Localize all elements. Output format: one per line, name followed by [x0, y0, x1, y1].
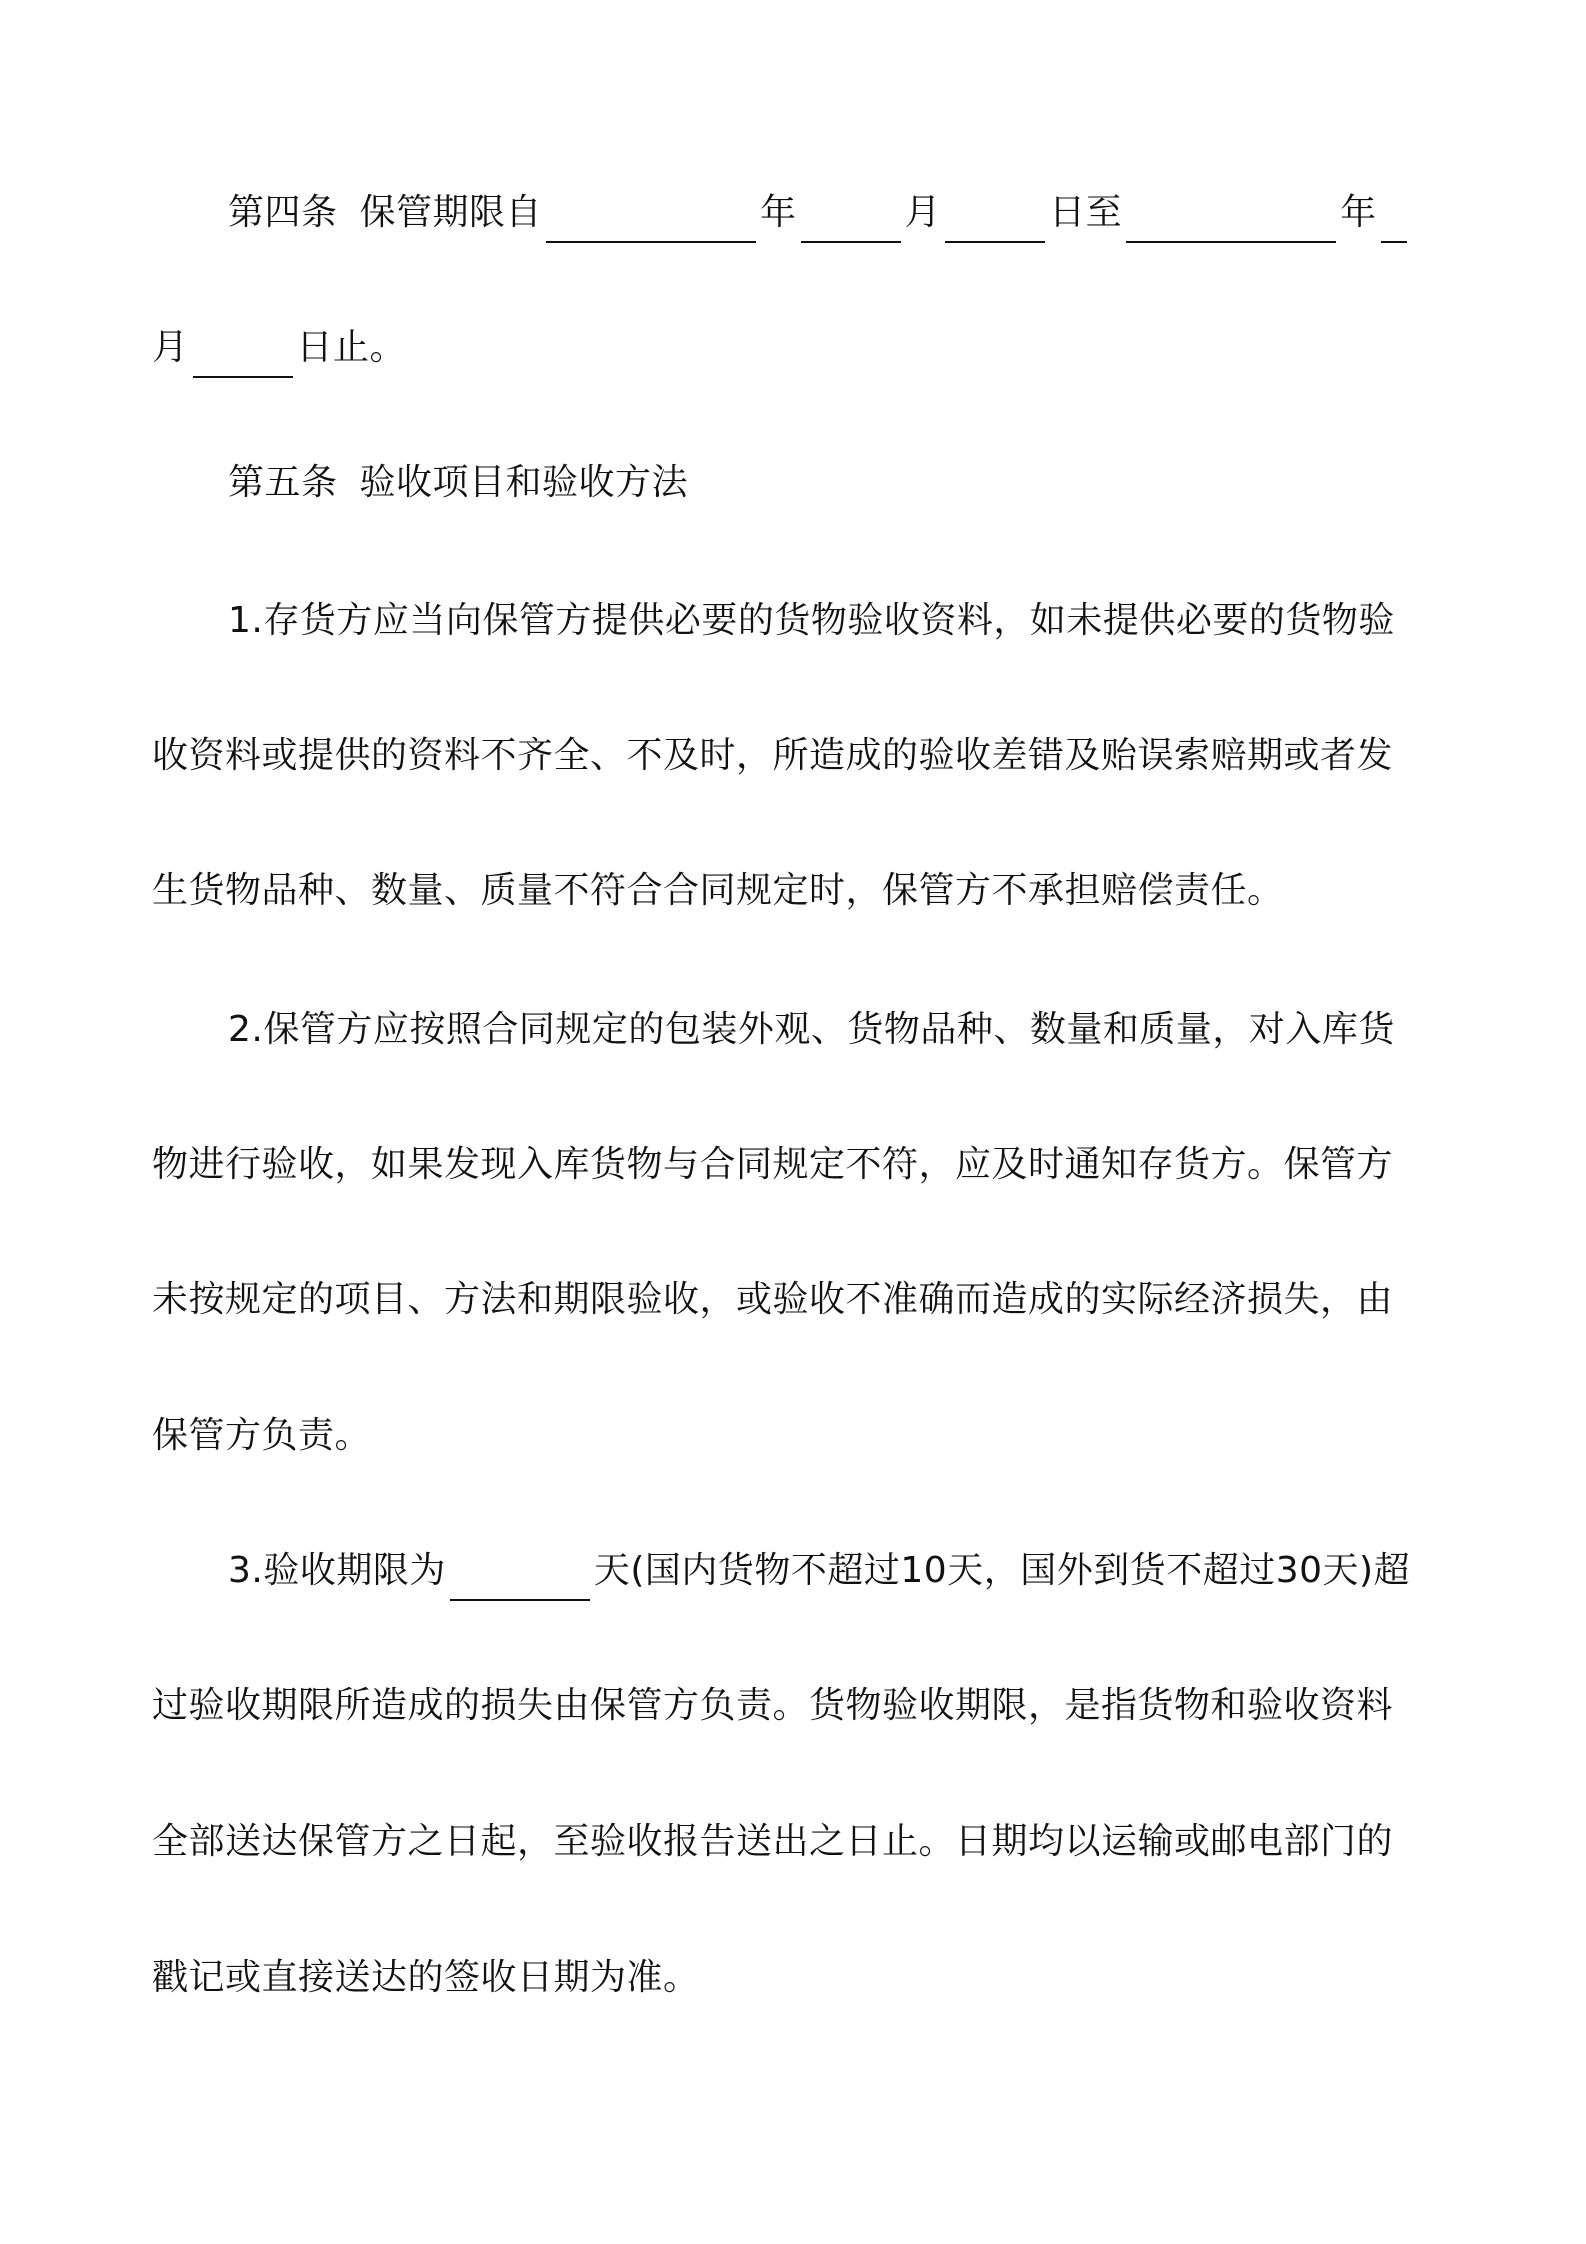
para1-line-2: 收资料或提供的资料不齐全、不及时，所造成的验收差错及贻误索赔期或者发	[152, 735, 1394, 776]
para1-line-1: 1.存货方应当向保管方提供必要的货物验收资料，如未提供必要的货物验	[228, 600, 1395, 641]
start-month-blank[interactable]	[801, 195, 901, 243]
para2-line-3: 未按规定的项目、方法和期限验收，或验收不准确而造成的实际经济损失，由	[152, 1279, 1394, 1320]
end-day-label: 日止。	[296, 327, 407, 368]
para3-line-3: 全部送达保管方之日起，至验收报告送出之日止。日期均以运输或邮电部门的	[152, 1821, 1394, 1862]
para3-line-1	[228, 1541, 1528, 1601]
article5-title: 验收项目和验收方法	[359, 462, 689, 503]
para3-line-2: 过验收期限所造成的损失由保管方负责。货物验收期限，是指货物和验收资料	[152, 1685, 1394, 1726]
article4-line-2	[152, 318, 1452, 378]
start-day-blank[interactable]	[945, 195, 1045, 243]
article4-prefix: 保管期限自	[359, 192, 543, 233]
end-month-blank-part1[interactable]	[1381, 195, 1407, 243]
end-day-blank[interactable]	[193, 330, 293, 378]
article5-heading: 第五条	[228, 462, 338, 503]
inspection-days-blank[interactable]	[450, 1553, 590, 1601]
end-month-label: 月	[152, 327, 189, 368]
para2-line-2: 物进行验收，如果发现入库货物与合同规定不符，应及时通知存货方。保管方	[152, 1144, 1394, 1185]
start-day-label: 日至	[1049, 192, 1123, 233]
para3-prefix: 3.验收期限为	[228, 1550, 446, 1591]
para2-line-1: 2.保管方应按照合同规定的包装外观、货物品种、数量和质量，对入库货	[228, 1009, 1395, 1050]
para3-suffix: 天(国内货物不超过10天，国外到货不超过30天)超	[593, 1550, 1411, 1591]
end-year-label: 年	[1340, 192, 1377, 233]
end-year-blank[interactable]	[1126, 195, 1336, 243]
start-month-label: 月	[904, 192, 942, 233]
para1-line-3: 生货物品种、数量、质量不符合合同规定时，保管方不承担赔偿责任。	[152, 870, 1284, 911]
article4-heading: 第四条	[228, 192, 338, 233]
article4-line-1	[228, 183, 1528, 243]
article5-heading-line	[228, 453, 1528, 513]
start-year-blank[interactable]	[546, 195, 756, 243]
para2-line-4: 保管方负责。	[152, 1415, 372, 1456]
start-year-label: 年	[760, 192, 797, 233]
para3-line-4: 戳记或直接送达的签收日期为准。	[152, 1957, 700, 1998]
